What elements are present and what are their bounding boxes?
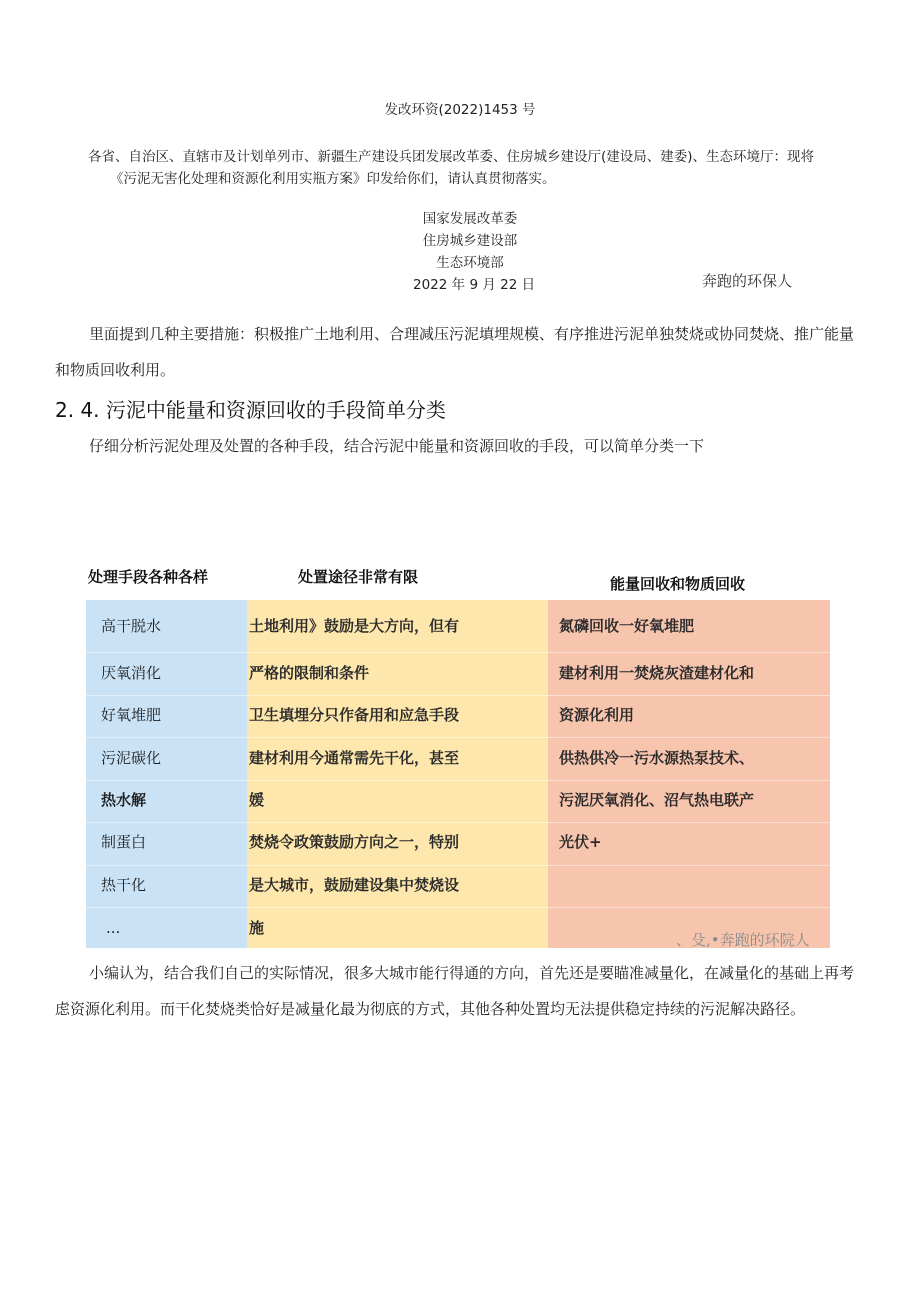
row-divider <box>86 737 830 738</box>
recovery-line: 光伏+ <box>559 833 602 851</box>
row-divider <box>86 865 830 866</box>
treatment-item: 高干脱水 <box>101 617 162 635</box>
recovery-line: 污泥厌氧消化、沼气热电联产 <box>559 791 755 809</box>
recovery-line: 氮磷回收一好氧堆肥 <box>559 617 695 635</box>
recovery-line: 供热供冷一污水源热泵技术、 <box>559 749 755 767</box>
treatment-item-more: ... <box>106 919 121 937</box>
disposal-line: 施 <box>249 919 265 937</box>
row-divider <box>86 780 830 781</box>
column-header-disposal: 处置途径非常有限 <box>298 568 419 586</box>
watermark-table: 、殳,•奔跑的环院人 <box>676 931 810 949</box>
disposal-line: 焚烧令政策鼓励方向之一，特别 <box>249 833 460 851</box>
disposal-line: 是大城市，鼓励建设集中焚烧设 <box>249 876 460 894</box>
row-divider <box>86 695 830 696</box>
recovery-line: 建材利用一焚烧灰渣建材化和 <box>559 664 755 682</box>
disposal-line: 土地利用》鼓励是大方向，但有 <box>249 617 460 635</box>
paragraph-conclusion: 小编认为，结合我们自己的实际情况，很多大城市能行得通的方向，首先还是要瞄准减量化，在减量化的基础上再考虑资源化利用。而干化焚烧类恰好是减量化最为彻底的方式，其他各种处置均无法提供稳定持续的污泥解决路径。 <box>55 964 855 1018</box>
paragraph-intro: 仔细分析污泥处理及处置的各种手段，结合污泥中能量和资源回收的手段，可以简单分类一下 <box>89 437 705 455</box>
row-divider <box>86 822 830 823</box>
column-header-treatment: 处理手段各种各样 <box>88 568 209 586</box>
issuer-mee: 生态环境部 <box>436 255 504 271</box>
row-divider <box>86 652 830 653</box>
treatment-item: 污泥碳化 <box>101 749 162 767</box>
treatment-item: 制蛋白 <box>101 833 147 851</box>
treatment-item: 好氧堆肥 <box>101 706 162 724</box>
disposal-line: 媛 <box>249 791 265 809</box>
treatment-item: 热干化 <box>101 876 147 894</box>
row-divider <box>86 907 830 908</box>
issue-date: 2022 年 9 月 22 日 <box>413 277 536 293</box>
treatment-item: 热水解 <box>101 791 147 809</box>
column-header-recovery: 能量回收和物质回收 <box>610 575 746 593</box>
disposal-line: 严格的限制和条件 <box>249 664 370 682</box>
notice-text-line-1: 各省、自治区、直辖市及计划单列市、新疆生产建设兵团发展改革委、住房城乡建设厅(建设局、建委)、生态环境厅：现将 <box>88 149 815 165</box>
disposal-line: 卫生填埋分只作备用和应急手段 <box>249 706 460 724</box>
issuer-mohurd: 住房城乡建设部 <box>422 233 518 249</box>
watermark-author: 奔跑的环保人 <box>702 272 793 290</box>
issuer-ndrc: 国家发展改革委 <box>422 211 518 227</box>
treatment-item: 厌氧消化 <box>101 664 162 682</box>
document-number: 发改环资(2022)1453 号 <box>384 102 536 118</box>
section-heading: 2. 4. 污泥中能量和资源回收的手段简单分类 <box>55 398 446 422</box>
disposal-line: 建材利用今通常需先干化，甚至 <box>249 749 460 767</box>
paragraph-measures: 里面提到几种主要措施：积极推广土地利用、合理减压污泥填埋规模、有序推进污泥单独焚烧或协同焚烧、推广能量和物质回收利用。 <box>55 325 855 379</box>
recovery-line: 资源化利用 <box>559 706 635 724</box>
notice-text-line-2: 《污泥无害化处理和资源化利用实瓶方案》印发给你们，请认真贯彻落实。 <box>110 171 556 187</box>
